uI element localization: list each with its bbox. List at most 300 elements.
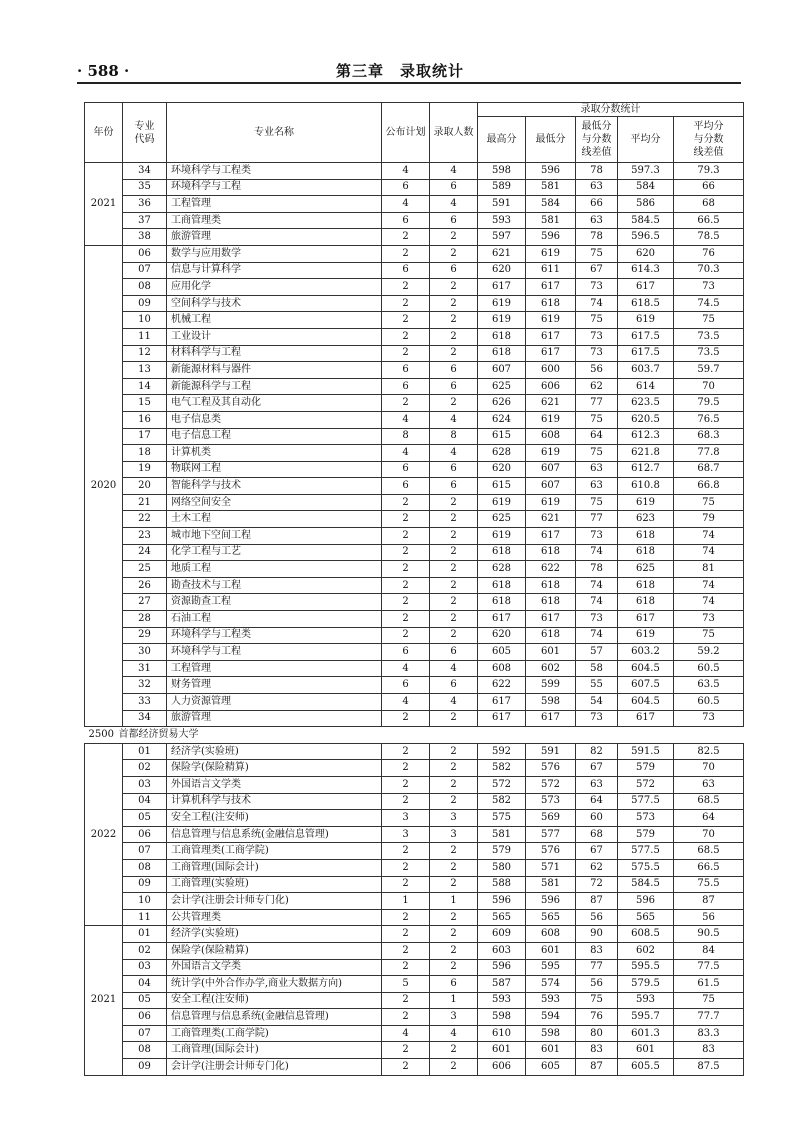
min-diff: 74	[576, 544, 618, 561]
plan-count: 2	[382, 793, 430, 810]
min-score: 581	[526, 179, 576, 196]
admitted-count: 6	[430, 362, 478, 379]
admitted-count: 2	[430, 328, 478, 345]
major-name: 外国语言文学类	[167, 776, 382, 793]
admitted-count: 2	[430, 909, 478, 926]
min-score: 576	[526, 760, 576, 777]
year-cell: 2022	[85, 743, 123, 926]
avg-diff: 70.3	[674, 262, 744, 279]
avg-diff: 70	[674, 826, 744, 843]
avg-score: 617	[618, 279, 674, 296]
table-row	[85, 511, 744, 528]
major-code: 17	[123, 428, 167, 445]
plan-count: 5	[382, 976, 430, 993]
min-diff: 83	[576, 942, 618, 959]
plan-count: 2	[382, 279, 430, 296]
max-score: 605	[478, 644, 526, 661]
plan-count: 2	[382, 627, 430, 644]
table-row	[85, 295, 744, 312]
table-row	[85, 312, 744, 329]
major-name: 新能源科学与工程	[167, 378, 382, 395]
table-row	[85, 859, 744, 876]
major-name: 应用化学	[167, 279, 382, 296]
major-name: 信息管理与信息系统(金融信息管理)	[167, 826, 382, 843]
admitted-count: 2	[430, 710, 478, 727]
avg-score: 612.3	[618, 428, 674, 445]
max-score: 608	[478, 660, 526, 677]
max-score: 606	[478, 1059, 526, 1076]
table-row	[85, 345, 744, 362]
max-score: 628	[478, 445, 526, 462]
table-row	[85, 1009, 744, 1026]
plan-count: 6	[382, 212, 430, 229]
header-min-diff: 最低分 与分数 线差值	[576, 117, 618, 163]
major-name: 物联网工程	[167, 461, 382, 478]
min-score: 618	[526, 295, 576, 312]
min-score: 565	[526, 909, 576, 926]
admitted-count: 6	[430, 262, 478, 279]
major-code: 10	[123, 893, 167, 910]
major-name: 工商管理(国际会计)	[167, 859, 382, 876]
major-code: 11	[123, 328, 167, 345]
avg-diff: 76	[674, 245, 744, 262]
avg-diff: 76.5	[674, 411, 744, 428]
min-diff: 74	[576, 295, 618, 312]
avg-diff: 68	[674, 196, 744, 213]
avg-score: 595.5	[618, 959, 674, 976]
min-diff: 63	[576, 478, 618, 495]
max-score: 617	[478, 611, 526, 628]
header-rule	[77, 82, 741, 84]
plan-count: 6	[382, 644, 430, 661]
table-row	[85, 793, 744, 810]
min-score: 606	[526, 378, 576, 395]
plan-count: 2	[382, 577, 430, 594]
avg-diff: 77.7	[674, 1009, 744, 1026]
header-min: 最低分	[526, 117, 576, 163]
avg-score: 608.5	[618, 926, 674, 943]
table-row	[85, 411, 744, 428]
major-code: 09	[123, 876, 167, 893]
major-name: 石油工程	[167, 611, 382, 628]
table-row	[85, 660, 744, 677]
min-diff: 77	[576, 959, 618, 976]
major-name: 工商管理(国际会计)	[167, 1042, 382, 1059]
max-score: 565	[478, 909, 526, 926]
admitted-count: 4	[430, 1025, 478, 1042]
min-diff: 62	[576, 378, 618, 395]
min-diff: 75	[576, 411, 618, 428]
avg-score: 604.5	[618, 660, 674, 677]
admitted-count: 2	[430, 312, 478, 329]
avg-diff: 66.5	[674, 212, 744, 229]
admitted-count: 2	[430, 577, 478, 594]
admitted-count: 2	[430, 395, 478, 412]
table-row	[85, 262, 744, 279]
max-score: 607	[478, 362, 526, 379]
plan-count: 2	[382, 743, 430, 760]
min-score: 574	[526, 976, 576, 993]
major-code: 11	[123, 909, 167, 926]
min-score: 607	[526, 478, 576, 495]
avg-diff: 70	[674, 760, 744, 777]
major-name: 资源勘查工程	[167, 594, 382, 611]
avg-diff: 68.5	[674, 793, 744, 810]
major-code: 21	[123, 494, 167, 511]
table-header	[85, 103, 744, 163]
min-diff: 63	[576, 179, 618, 196]
major-name: 化学工程与工艺	[167, 544, 382, 561]
major-name: 地质工程	[167, 561, 382, 578]
plan-count: 2	[382, 494, 430, 511]
major-name: 会计学(注册会计师专门化)	[167, 893, 382, 910]
plan-count: 2	[382, 528, 430, 545]
table-row	[85, 760, 744, 777]
major-code: 08	[123, 279, 167, 296]
avg-diff: 68.5	[674, 843, 744, 860]
plan-count: 4	[382, 445, 430, 462]
avg-score: 579.5	[618, 976, 674, 993]
admitted-count: 4	[430, 694, 478, 711]
admitted-count: 1	[430, 893, 478, 910]
table-row	[85, 876, 744, 893]
min-score: 595	[526, 959, 576, 976]
avg-diff: 78.5	[674, 229, 744, 246]
plan-count: 6	[382, 262, 430, 279]
plan-count: 2	[382, 1042, 430, 1059]
table-row	[85, 544, 744, 561]
min-diff: 76	[576, 1009, 618, 1026]
major-name: 环境科学与工程类	[167, 627, 382, 644]
plan-count: 2	[382, 229, 430, 246]
avg-score: 618	[618, 544, 674, 561]
min-score: 608	[526, 428, 576, 445]
min-score: 601	[526, 1042, 576, 1059]
major-code: 08	[123, 1042, 167, 1059]
min-diff: 60	[576, 810, 618, 827]
min-diff: 87	[576, 893, 618, 910]
max-score: 579	[478, 843, 526, 860]
min-diff: 73	[576, 528, 618, 545]
min-diff: 62	[576, 859, 618, 876]
plan-count: 2	[382, 992, 430, 1009]
min-diff: 83	[576, 1042, 618, 1059]
min-diff: 66	[576, 196, 618, 213]
plan-count: 1	[382, 893, 430, 910]
avg-diff: 56	[674, 909, 744, 926]
year-cell: 2021	[85, 926, 123, 1075]
plan-count: 2	[382, 594, 430, 611]
min-score: 607	[526, 461, 576, 478]
min-diff: 73	[576, 345, 618, 362]
admitted-count: 6	[430, 478, 478, 495]
avg-diff: 64	[674, 810, 744, 827]
major-name: 计算机类	[167, 445, 382, 462]
year-cell: 2021	[85, 163, 123, 246]
major-code: 31	[123, 660, 167, 677]
max-score: 617	[478, 710, 526, 727]
table-row	[85, 992, 744, 1009]
max-score: 596	[478, 959, 526, 976]
min-diff: 80	[576, 1025, 618, 1042]
min-diff: 55	[576, 677, 618, 694]
avg-score: 586	[618, 196, 674, 213]
avg-diff: 66.8	[674, 478, 744, 495]
min-diff: 56	[576, 362, 618, 379]
min-score: 596	[526, 893, 576, 910]
avg-diff: 83.3	[674, 1025, 744, 1042]
table-row	[85, 843, 744, 860]
admitted-count: 6	[430, 976, 478, 993]
major-name: 信息与计算科学	[167, 262, 382, 279]
admitted-count: 2	[430, 876, 478, 893]
table-row	[85, 528, 744, 545]
avg-score: 577.5	[618, 793, 674, 810]
avg-score: 584.5	[618, 212, 674, 229]
min-diff: 77	[576, 511, 618, 528]
min-score: 573	[526, 793, 576, 810]
avg-score: 601	[618, 1042, 674, 1059]
admitted-count: 2	[430, 926, 478, 943]
major-code: 03	[123, 776, 167, 793]
admitted-count: 2	[430, 279, 478, 296]
major-code: 05	[123, 810, 167, 827]
avg-score: 579	[618, 826, 674, 843]
avg-score: 575.5	[618, 859, 674, 876]
table-row	[85, 594, 744, 611]
major-name: 计算机科学与技术	[167, 793, 382, 810]
page-number: · 588 ·	[77, 62, 130, 80]
major-name: 智能科学与技术	[167, 478, 382, 495]
max-score: 587	[478, 976, 526, 993]
min-score: 601	[526, 942, 576, 959]
avg-diff: 73	[674, 611, 744, 628]
min-diff: 75	[576, 312, 618, 329]
avg-score: 593	[618, 992, 674, 1009]
min-diff: 87	[576, 1059, 618, 1076]
max-score: 582	[478, 760, 526, 777]
table-row	[85, 926, 744, 943]
max-score: 593	[478, 212, 526, 229]
min-diff: 72	[576, 876, 618, 893]
max-score: 618	[478, 594, 526, 611]
plan-count: 2	[382, 395, 430, 412]
major-name: 工商管理类(工商学院)	[167, 843, 382, 860]
plan-count: 2	[382, 295, 430, 312]
major-code: 01	[123, 743, 167, 760]
major-name: 安全工程(注安师)	[167, 810, 382, 827]
min-score: 605	[526, 1059, 576, 1076]
avg-diff: 79.5	[674, 395, 744, 412]
avg-score: 618	[618, 577, 674, 594]
avg-diff: 73.5	[674, 345, 744, 362]
admitted-count: 2	[430, 942, 478, 959]
school-name: 首都经济贸易大学	[118, 728, 199, 740]
plan-count: 2	[382, 843, 430, 860]
table-row	[85, 909, 744, 926]
min-diff: 67	[576, 843, 618, 860]
max-score: 615	[478, 428, 526, 445]
admitted-count: 2	[430, 528, 478, 545]
admitted-count: 8	[430, 428, 478, 445]
major-code: 23	[123, 528, 167, 545]
major-code: 06	[123, 826, 167, 843]
avg-score: 607.5	[618, 677, 674, 694]
avg-score: 602	[618, 942, 674, 959]
major-code: 12	[123, 345, 167, 362]
avg-diff: 77.5	[674, 959, 744, 976]
admitted-count: 6	[430, 461, 478, 478]
admitted-count: 2	[430, 760, 478, 777]
min-score: 622	[526, 561, 576, 578]
avg-diff: 74.5	[674, 295, 744, 312]
min-diff: 77	[576, 395, 618, 412]
major-name: 勘查技术与工程	[167, 577, 382, 594]
plan-count: 2	[382, 859, 430, 876]
avg-diff: 83	[674, 1042, 744, 1059]
min-diff: 56	[576, 976, 618, 993]
max-score: 589	[478, 179, 526, 196]
min-diff: 75	[576, 992, 618, 1009]
avg-score: 617.5	[618, 345, 674, 362]
major-code: 04	[123, 976, 167, 993]
avg-score: 605.5	[618, 1059, 674, 1076]
admitted-count: 2	[430, 1042, 478, 1059]
avg-score: 604.5	[618, 694, 674, 711]
min-diff: 90	[576, 926, 618, 943]
avg-diff: 90.5	[674, 926, 744, 943]
major-code: 29	[123, 627, 167, 644]
admitted-count: 4	[430, 660, 478, 677]
avg-diff: 66	[674, 179, 744, 196]
admitted-count: 3	[430, 826, 478, 843]
admitted-count: 2	[430, 1059, 478, 1076]
max-score: 615	[478, 478, 526, 495]
major-code: 02	[123, 942, 167, 959]
table-row	[85, 743, 744, 760]
table-row	[85, 561, 744, 578]
min-score: 584	[526, 196, 576, 213]
plan-count: 2	[382, 909, 430, 926]
major-name: 环境科学与工程类	[167, 163, 382, 180]
admitted-count: 2	[430, 843, 478, 860]
max-score: 610	[478, 1025, 526, 1042]
min-score: 569	[526, 810, 576, 827]
plan-count: 2	[382, 1059, 430, 1076]
max-score: 581	[478, 826, 526, 843]
min-diff: 63	[576, 461, 618, 478]
table-row	[85, 810, 744, 827]
max-score: 618	[478, 345, 526, 362]
avg-diff: 77.8	[674, 445, 744, 462]
avg-diff: 75	[674, 992, 744, 1009]
admitted-count: 6	[430, 644, 478, 661]
plan-count: 2	[382, 1009, 430, 1026]
plan-count: 2	[382, 710, 430, 727]
avg-diff: 74	[674, 577, 744, 594]
min-score: 617	[526, 345, 576, 362]
major-name: 人力资源管理	[167, 694, 382, 711]
min-score: 621	[526, 395, 576, 412]
plan-count: 2	[382, 328, 430, 345]
min-diff: 74	[576, 627, 618, 644]
min-score: 602	[526, 660, 576, 677]
admitted-count: 4	[430, 411, 478, 428]
avg-diff: 74	[674, 528, 744, 545]
avg-diff: 60.5	[674, 694, 744, 711]
table-row	[85, 478, 744, 495]
avg-score: 620.5	[618, 411, 674, 428]
avg-score: 614	[618, 378, 674, 395]
major-code: 10	[123, 312, 167, 329]
plan-count: 4	[382, 163, 430, 180]
major-code: 33	[123, 694, 167, 711]
year-cell: 2020	[85, 245, 123, 726]
major-code: 04	[123, 793, 167, 810]
table-row	[85, 163, 744, 180]
max-score: 597	[478, 229, 526, 246]
header-avg: 平均分	[618, 117, 674, 163]
admitted-count: 2	[430, 295, 478, 312]
plan-count: 2	[382, 511, 430, 528]
avg-score: 584	[618, 179, 674, 196]
avg-diff: 68.3	[674, 428, 744, 445]
admitted-count: 4	[430, 163, 478, 180]
max-score: 625	[478, 378, 526, 395]
max-score: 624	[478, 411, 526, 428]
avg-diff: 84	[674, 942, 744, 959]
table-row	[85, 1042, 744, 1059]
major-code: 34	[123, 710, 167, 727]
min-score: 619	[526, 494, 576, 511]
max-score: 617	[478, 279, 526, 296]
avg-score: 623.5	[618, 395, 674, 412]
table-row	[85, 1025, 744, 1042]
table-row	[85, 445, 744, 462]
major-name: 统计学(中外合作办学,商业大数据方向)	[167, 976, 382, 993]
min-score: 572	[526, 776, 576, 793]
min-diff: 63	[576, 776, 618, 793]
plan-count: 6	[382, 378, 430, 395]
min-score: 617	[526, 611, 576, 628]
avg-diff: 60.5	[674, 660, 744, 677]
major-code: 37	[123, 212, 167, 229]
admitted-count: 2	[430, 544, 478, 561]
plan-count: 4	[382, 196, 430, 213]
major-name: 电气工程及其自动化	[167, 395, 382, 412]
plan-count: 3	[382, 826, 430, 843]
avg-diff: 75	[674, 494, 744, 511]
min-score: 617	[526, 328, 576, 345]
major-name: 新能源材料与器件	[167, 362, 382, 379]
avg-score: 610.8	[618, 478, 674, 495]
admitted-count: 2	[430, 859, 478, 876]
min-score: 599	[526, 677, 576, 694]
avg-score: 623	[618, 511, 674, 528]
admitted-count: 2	[430, 494, 478, 511]
min-score: 577	[526, 826, 576, 843]
max-score: 620	[478, 262, 526, 279]
min-score: 601	[526, 644, 576, 661]
max-score: 618	[478, 544, 526, 561]
avg-diff: 66.5	[674, 859, 744, 876]
major-name: 旅游管理	[167, 229, 382, 246]
min-score: 594	[526, 1009, 576, 1026]
avg-diff: 68.7	[674, 461, 744, 478]
min-score: 617	[526, 279, 576, 296]
avg-diff: 59.7	[674, 362, 744, 379]
max-score: 601	[478, 1042, 526, 1059]
